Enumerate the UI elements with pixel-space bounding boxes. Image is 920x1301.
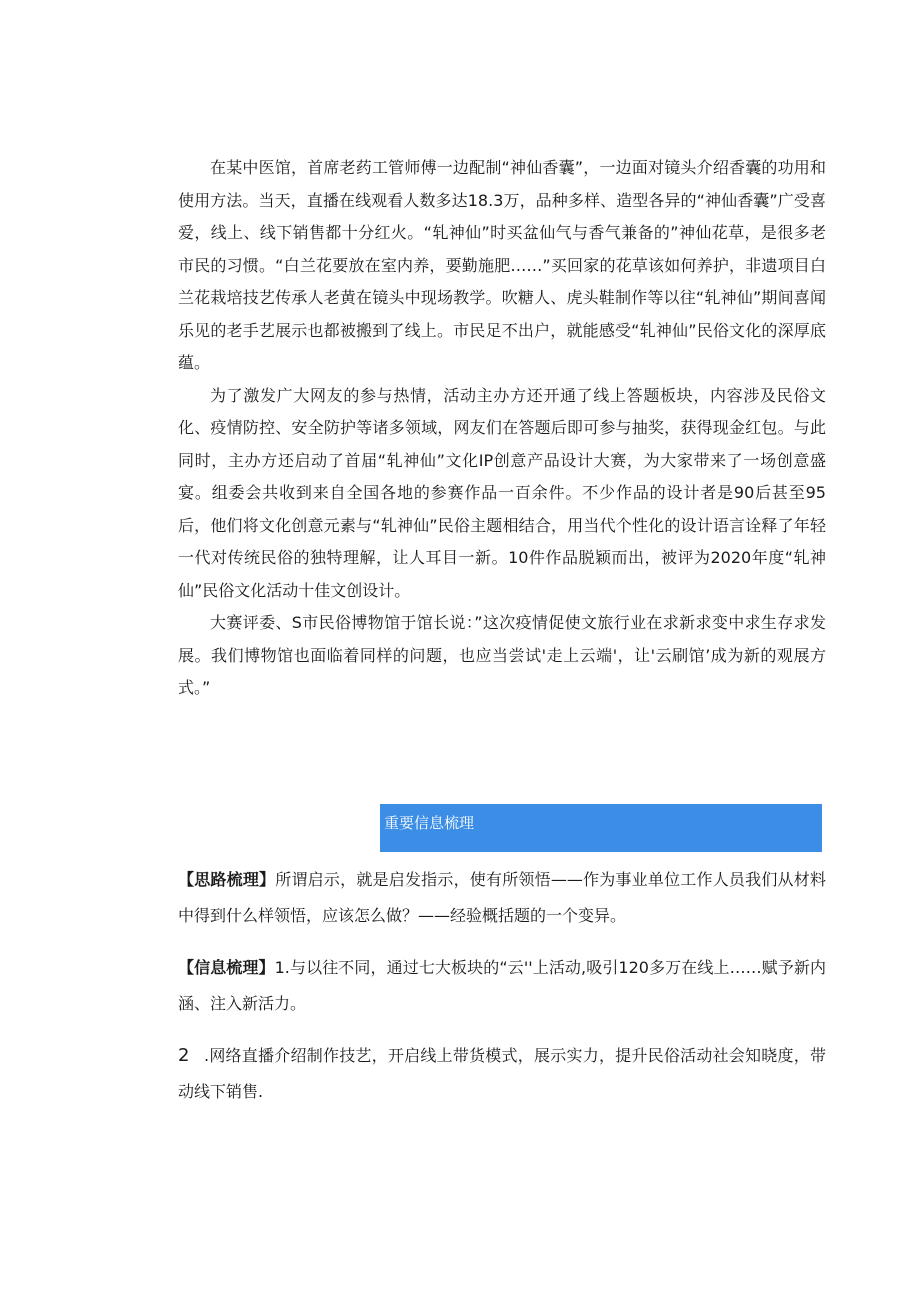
point-2-block: [178, 1038, 826, 1110]
info-tag: 【信息梳理】: [178, 958, 275, 977]
banner-title: 重要信息梳理: [384, 814, 475, 832]
thinking-tag: 【思路梳理】: [178, 870, 276, 889]
paragraph-2: 为了激发广大网友的参与热情，活动主办方还开通了线上答题板块，内容涉及民俗文化、疫情防控、安全防护等诸多领域，网友们在答题后即可参与抽奖，获得现金红包。与此同时，主办方还启动了首届“轧神仙”文化IP创意产品设计大赛，为大家带来了一场创意盛宴。组委会共收到来自全国各地的参赛作品一百余件。不少作品的设计者是90后甚至95后，他们将文化创意元素与“轧神仙”民俗主题相结合，用当代个性化的设计语言诠释了年轻一代对传统民俗的独特理解，让人耳目一新。10件作品脱颖而出，被评为2020年度“轧神仙”民俗文化活动十佳文创设计。: [178, 385, 826, 600]
section-banner: [380, 804, 822, 852]
article-body: [178, 152, 826, 705]
info-block: [178, 950, 826, 1022]
thinking-text: 所谓启示，就是启发指示，使有所领悟——作为事业单位工作人员我们从材料中得到什么样领悟，应该怎么做？——经验概括题的一个变异。: [178, 870, 826, 925]
point-2-number: 2: [178, 1045, 190, 1066]
info-text: 1.与以往不同，通过七大板块的“云''上活动,吸引120多万在线上……赋予新内涵、注入新活力。: [178, 958, 826, 1013]
thinking-block: [178, 862, 826, 934]
analysis-section: [178, 862, 826, 1110]
paragraph-3: 大赛评委、S市民俗博物馆于馆长说：”这次疫情促使文旅行业在求新求变中求生存求发展。我们博物馆也面临着同样的问题，也应当尝试'走上云端'，让'云刷馆’成为新的观展方式。”: [178, 613, 826, 697]
paragraph-1: 在某中医馆，首席老药工管师傅一边配制“神仙香囊”，一边面对镜头介绍香囊的功用和使用方法。当天，直播在线观看人数多达18.3万，品种多样、造型各异的“神仙香囊”广受喜爱，线上、线下销售都十分红火。“轧神仙”时买盆仙气与香气兼备的”神仙花草，是很多老市民的习惯。“白兰花要放在室内养，要勤施肥……”买回家的花草该如何养护，非遗项目白兰花栽培技艺传承人老黄在镜头中现场教学。吹糖人、虎头鞋制作等以往“轧神仙”期间喜闻乐见的老手艺展示也都被搬到了线上。市民足不出户，就能感受“轧神仙”民俗文化的深厚底蕴。: [178, 158, 826, 372]
point-2-text: .网络直播介绍制作技艺，开启线上带货模式，展示实力，提升民俗活动社会知晓度，带动线下销售.: [178, 1046, 826, 1101]
